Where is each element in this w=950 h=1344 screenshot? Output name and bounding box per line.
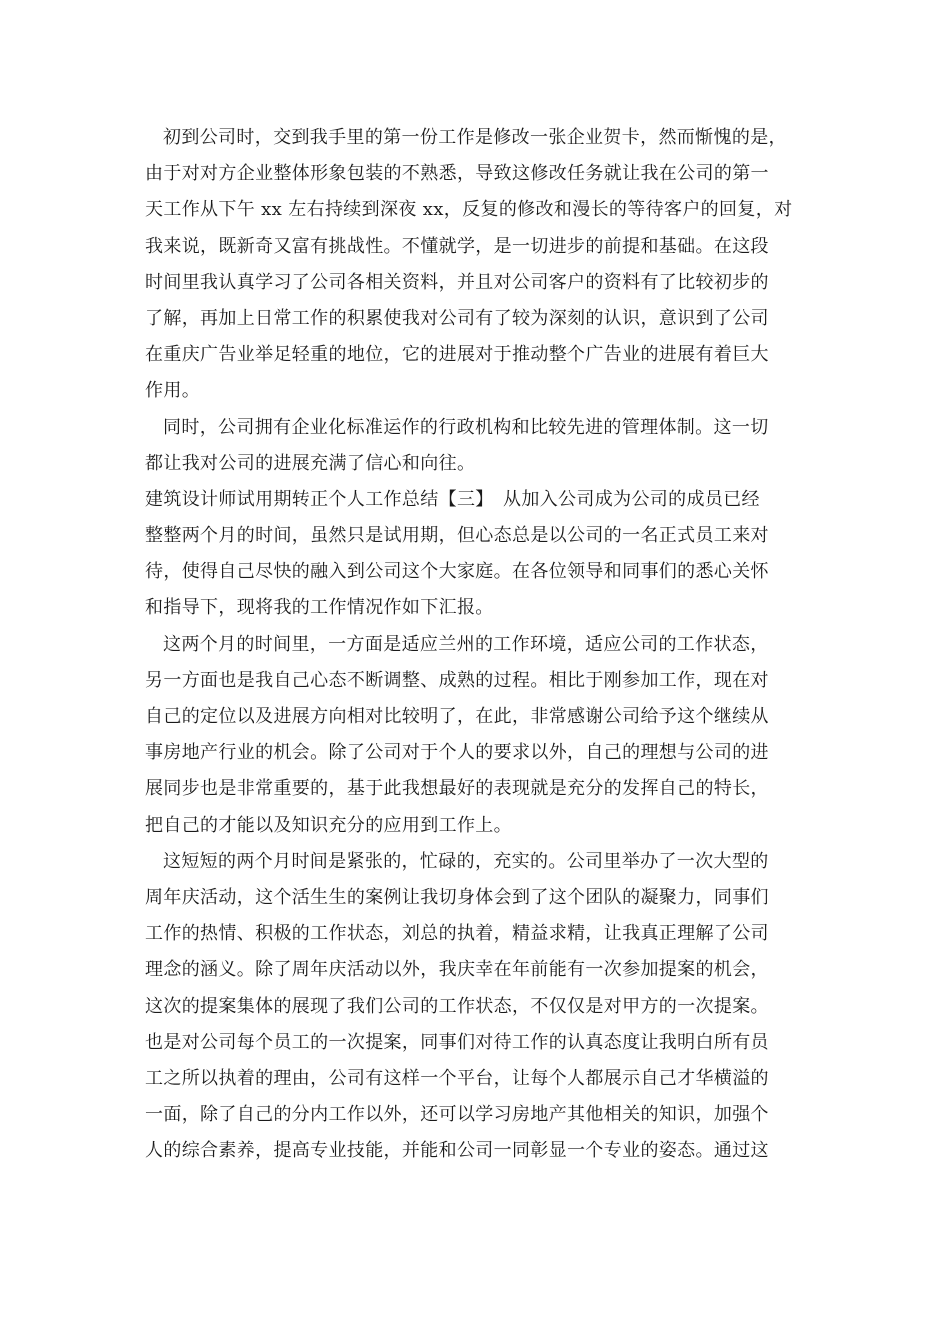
text-line: 作用。 [145,380,201,402]
text-line: 把自己的才能以及知识充分的应用到工作上。 [145,814,512,836]
text-line: 整整两个月的时间，虽然只是试用期，但心态总是以公司的一名正式员工来对 [145,525,769,547]
text-line: 周年庆活动，这个活生生的案例让我切身体会到了这个团队的凝聚力，同事们 [145,886,769,908]
section-heading-line: 建筑设计师试用期转正个人工作总结【三】 从加入公司成为公司的成员已经 [145,488,760,510]
text-line: 人的综合素养，提高专业技能，并能和公司一同彰显一个专业的姿态。通过这 [145,1140,769,1162]
text-line: 工之所以执着的理由，公司有这样一个平台，让每个人都展示自己才华横溢的 [145,1067,769,1089]
text-line: 都让我对公司的进展充满了信心和向往。 [145,452,476,474]
text-line: 由于对对方企业整体形象包装的不熟悉，导致这修改任务就让我在公司的第一 [145,163,769,185]
text-line: 待，使得自己尽快的融入到公司这个大家庭。在各位领导和同事们的悉心关怀 [145,561,769,583]
text-line: 理念的涵义。除了周年庆活动以外，我庆幸在年前能有一次参加提案的机会， [145,959,769,981]
text-line: 这次的提案集体的展现了我们公司的工作状态，不仅仅是对甲方的一次提案。 [145,995,769,1017]
text-line: 这短短的两个月时间是紧张的，忙碌的，充实的。公司里举办了一次大型的 [163,850,769,872]
text-line: 在重庆广告业举足轻重的地位，它的进展对于推动整个广告业的进展有着巨大 [145,344,769,366]
text-line: 展同步也是非常重要的，基于此我想最好的表现就是充分的发挥自己的特长， [145,778,769,800]
text-line: 同时，公司拥有企业化标准运作的行政机构和比较先进的管理体制。这一切 [163,416,769,438]
text-line: 了解，再加上日常工作的积累使我对公司有了较为深刻的认识，意识到了公司 [145,307,769,329]
text-line: 和指导下，现将我的工作情况作如下汇报。 [145,597,494,619]
text-line: 我来说，既新奇又富有挑战性。不懂就学，是一切进步的前提和基础。在这段 [145,235,769,257]
text-line: 时间里我认真学习了公司各相关资料，并且对公司客户的资料有了比较初步的 [145,271,769,293]
text-line: 天工作从下午 xx 左右持续到深夜 xx，反复的修改和漫长的等待客户的回复，对 [145,199,793,221]
text-line: 一面，除了自己的分内工作以外，还可以学习房地产其他相关的知识，加强个 [145,1104,769,1126]
text-line: 工作的热情、积极的工作状态，刘总的执着，精益求精，让我真正理解了公司 [145,923,769,945]
text-line: 另一方面也是我自己心态不断调整、成熟的过程。相比于刚参加工作，现在对 [145,669,769,691]
text-line: 这两个月的时间里，一方面是适应兰州的工作环境，适应公司的工作状态， [163,633,769,655]
document-body [145,120,810,1169]
text-line: 也是对公司每个员工的一次提案，同事们对待工作的认真态度让我明白所有员 [145,1031,769,1053]
text-line: 事房地产行业的机会。除了公司对于个人的要求以外，自己的理想与公司的进 [145,742,769,764]
text-line: 初到公司时，交到我手里的第一份工作是修改一张企业贺卡，然而惭愧的是， [163,127,787,148]
text-line: 自己的定位以及进展方向相对比较明了，在此，非常感谢公司给予这个继续从 [145,706,769,727]
